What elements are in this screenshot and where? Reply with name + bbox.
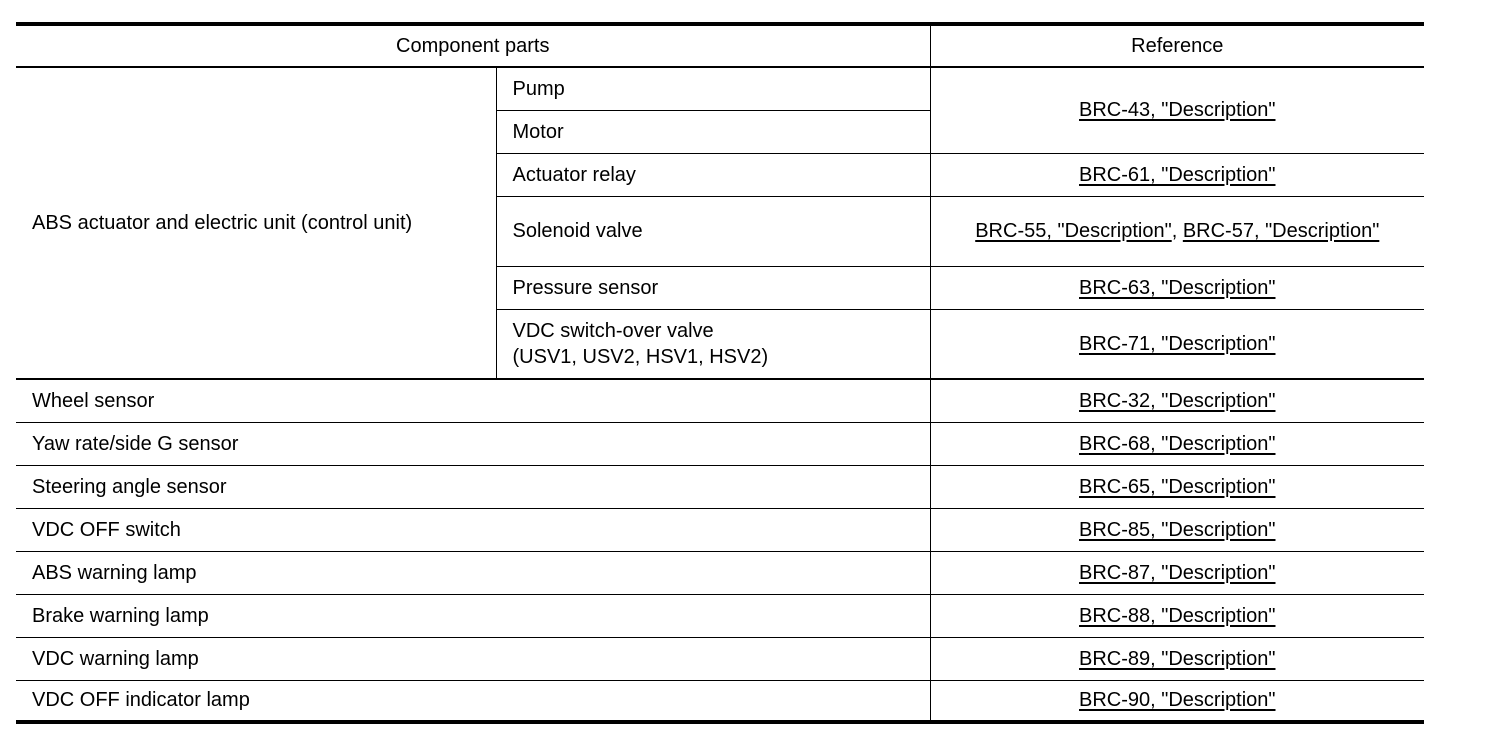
- ref-cell: [930, 637, 1424, 680]
- part-pressure-sensor: Pressure sensor: [496, 266, 930, 309]
- reference-link[interactable]: BRC-71, "Description": [1079, 333, 1276, 355]
- part-vdc-switch-over-valve: [496, 309, 930, 379]
- part-name: Steering angle sensor: [16, 465, 930, 508]
- part-name: VDC OFF switch: [16, 508, 930, 551]
- part-actuator-relay: Actuator relay: [496, 153, 930, 196]
- header-component-parts: Component parts: [16, 24, 930, 67]
- reference-link[interactable]: BRC-32, "Description": [1079, 389, 1276, 412]
- ref-cell: [930, 153, 1424, 196]
- reference-link[interactable]: BRC-88, "Description": [1079, 604, 1276, 627]
- part-pump: Pump: [496, 67, 930, 110]
- part-name: VDC OFF indicator lamp: [16, 680, 930, 722]
- vdc-valve-line1: VDC switch-over valve: [512, 320, 714, 342]
- table-header-row: [16, 24, 1424, 67]
- ref-cell: [930, 551, 1424, 594]
- table-row: [16, 67, 1424, 110]
- ref-cell: [930, 680, 1424, 722]
- part-name: Yaw rate/side G sensor: [16, 422, 930, 465]
- reference-link[interactable]: BRC-43, "Description": [1079, 99, 1276, 122]
- reference-link[interactable]: BRC-65, "Description": [1079, 475, 1276, 498]
- reference-link[interactable]: BRC-68, "Description": [1079, 432, 1276, 455]
- part-name: Wheel sensor: [16, 379, 930, 422]
- abs-unit-label: ABS actuator and electric unit (control unit): [16, 67, 496, 379]
- ref-cell: [930, 196, 1424, 266]
- ref-cell: [930, 465, 1424, 508]
- table-row: [16, 379, 1424, 422]
- table-row: [16, 422, 1424, 465]
- reference-link[interactable]: BRC-57, "Description": [1182, 220, 1380, 242]
- table-row: [16, 594, 1424, 637]
- reference-separator: ,: [1171, 220, 1183, 242]
- reference-link[interactable]: BRC-85, "Description": [1079, 518, 1276, 541]
- part-name: Brake warning lamp: [16, 594, 930, 637]
- part-motor: Motor: [496, 110, 930, 153]
- reference-link[interactable]: BRC-61, "Description": [1079, 163, 1276, 186]
- reference-link[interactable]: BRC-90, "Description": [1079, 689, 1276, 712]
- ref-cell: [930, 508, 1424, 551]
- vdc-valve-line2: (USV1, USV2, HSV1, HSV2): [512, 346, 769, 368]
- part-solenoid-valve: Solenoid valve: [496, 196, 930, 266]
- part-name: VDC warning lamp: [16, 637, 930, 680]
- table-row: [16, 508, 1424, 551]
- part-name: ABS warning lamp: [16, 551, 930, 594]
- ref-cell: [930, 67, 1424, 153]
- reference-link[interactable]: BRC-87, "Description": [1079, 561, 1276, 584]
- reference-link[interactable]: BRC-89, "Description": [1079, 647, 1276, 670]
- table-row: [16, 680, 1424, 722]
- ref-cell: [930, 379, 1424, 422]
- table-row: [16, 465, 1424, 508]
- header-reference: Reference: [930, 24, 1424, 67]
- ref-cell: [930, 422, 1424, 465]
- table-row: [16, 551, 1424, 594]
- ref-cell: [930, 309, 1424, 379]
- ref-cell: [930, 266, 1424, 309]
- reference-link[interactable]: BRC-55, "Description": [975, 220, 1172, 242]
- table-row: [16, 637, 1424, 680]
- component-reference-table: [16, 22, 1424, 724]
- ref-cell: [930, 594, 1424, 637]
- reference-link[interactable]: BRC-63, "Description": [1079, 276, 1276, 299]
